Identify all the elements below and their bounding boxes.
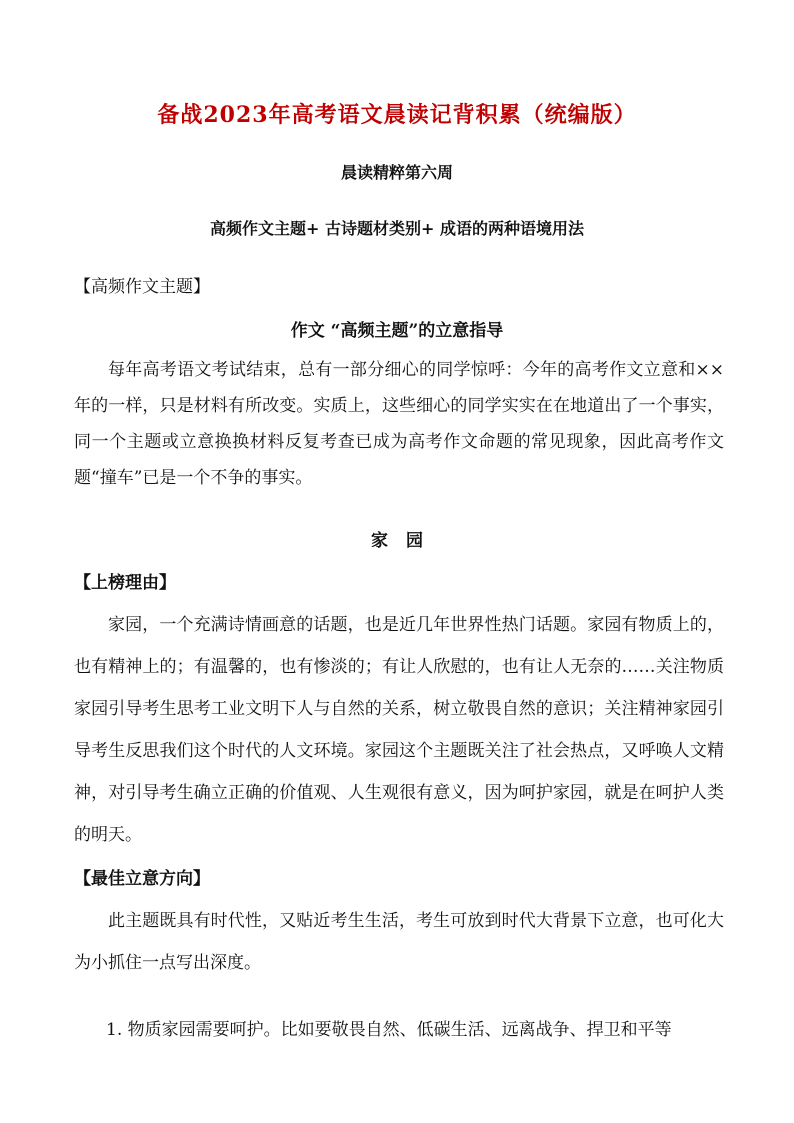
- theme-title: 家园: [371, 531, 441, 551]
- list-item: 1. 物质家园需要呵护。比如要敬畏自然、低碳生活、远离战争、捍卫和平等: [106, 1020, 672, 1040]
- main-title: 备战2023年高考语文晨读记背积累（统编版）: [157, 102, 637, 128]
- direction-label: 【最佳立意方向】: [74, 869, 210, 889]
- subtitle: 晨读精粹第六周: [340, 163, 453, 182]
- topics-line: 高频作文主题+ 古诗题材类别+ 成语的两种语境用法: [210, 219, 584, 238]
- reason-paragraph: 家园，一个充满诗情画意的话题，也是近几年世界性热门话题。家园有物质上的，也有精神上的；有温馨的，也有惨淡的；有让人欣慰的，也有让人无奈的……关注物质家园引导考生思考工业文明下人与自然的关系，树立敬畏自然的意识；关注精神家园引导考生反思我们这个时代的人文环境。家园这个主题既关注了社会热点，又呼唤人文精神，对引导考生确立正确的价值观、人生观很有意义，因为呵护家园，就是在呵护人类的明天。: [74, 615, 724, 845]
- section-label: 【高频作文主题】: [74, 277, 210, 297]
- reason-label: 【上榜理由】: [74, 573, 176, 593]
- essay-heading: 作文 “高频主题”的立意指导: [290, 321, 504, 341]
- direction-paragraph: 此主题既具有时代性，又贴近考生生活，考生可放到时代大背景下立意，也可化大为小抓住一点写出深度。: [74, 911, 724, 973]
- intro-paragraph: 每年高考语文考试结束，总有一部分细心的同学惊呼：今年的高考作文立意和××年的一样，只是材料有所改变。实质上，这些细心的同学实实在在地道出了一个事实，同一个主题或立意换换材料反复考查已成为高考作文命题的常见现象，因此高考作文题“撞车”已是一个不争的事实。: [74, 360, 724, 488]
